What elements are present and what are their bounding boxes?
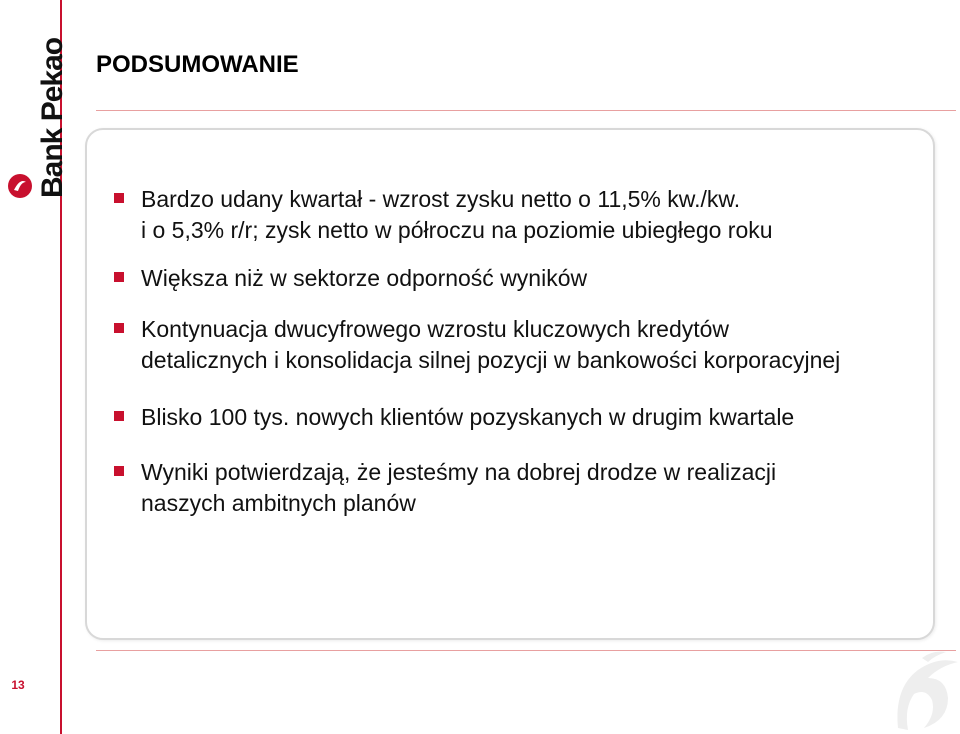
title-divider [96, 110, 956, 111]
bank-pekao-logo [0, 30, 69, 230]
bullet-item: Wyniki potwierdzają, że jesteśmy na dobrej drodze w realizacji naszych ambitnych planów [112, 457, 912, 519]
slide-title: PODSUMOWANIE [96, 51, 299, 78]
bullet-item: Większa niż w sektorze odporność wyników [112, 263, 912, 294]
bullet-square-icon [114, 411, 124, 421]
bullet-square-icon [114, 323, 124, 333]
bullet-square-icon [114, 193, 124, 203]
page-number: 13 [11, 678, 25, 692]
bullet-item: Kontynuacja dwucyfrowego wzrostu kluczowych kredytów detalicznych i konsolidacja silnej pozycji w bankowości korporacyjnej [112, 314, 912, 376]
logo-text: Bank Pekao [36, 37, 69, 198]
bullet-item: Bardzo udany kwartał - wzrost zysku netto o 11,5% kw./kw. i o 5,3% r/r; zysk netto w półroczu na poziomie ubiegłego roku [112, 184, 912, 246]
footer-divider [96, 650, 956, 651]
bullet-list [112, 184, 912, 519]
bullet-square-icon [114, 272, 124, 282]
pekao-emblem-icon [6, 172, 34, 200]
bullet-square-icon [114, 466, 124, 476]
pekao-watermark-icon [888, 648, 960, 734]
bullet-item: Blisko 100 tys. nowych klientów pozyskanych w drugim kwartale [112, 402, 912, 433]
